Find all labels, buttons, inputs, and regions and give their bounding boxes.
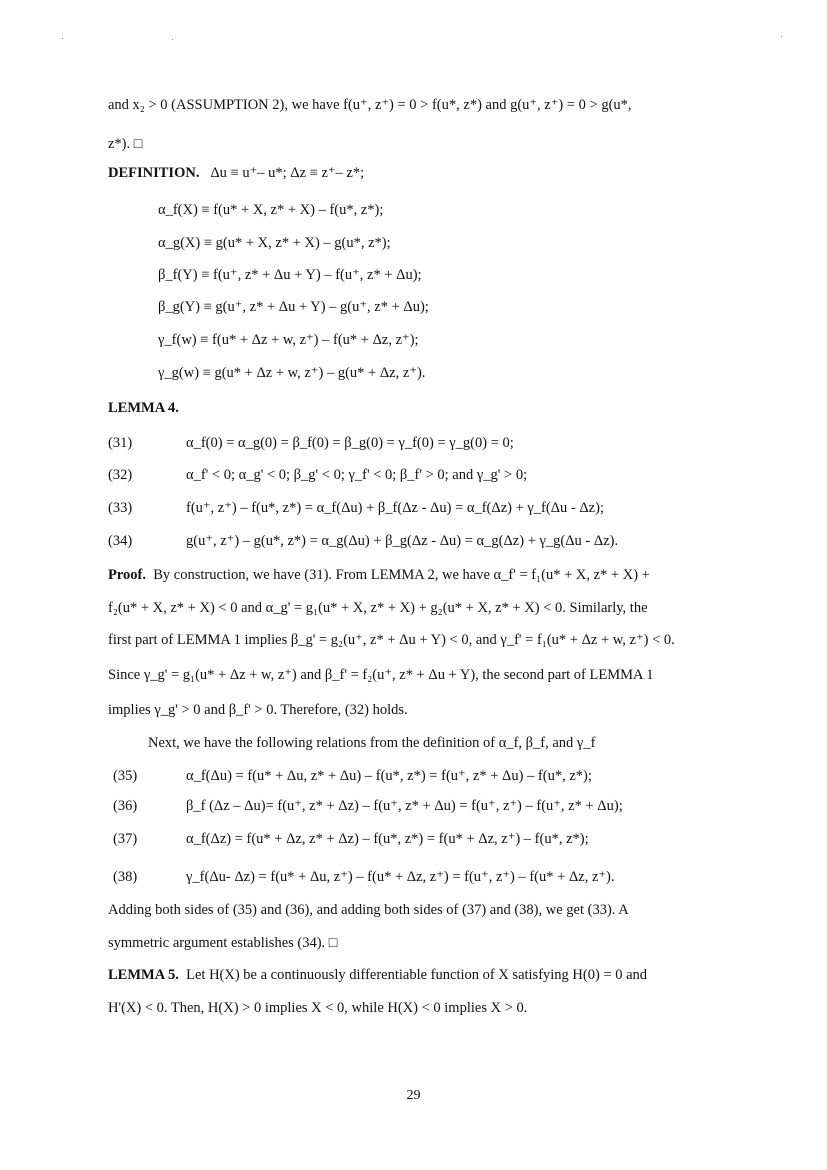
page-number: 29	[406, 1088, 421, 1103]
equation-number: (38)	[113, 869, 138, 885]
proof-line: Adding both sides of (35) and (36), and adding both sides of (37) and (38), we get (33). A	[108, 902, 629, 918]
equation: α_f(Δu) = f(u* + Δu, z* + Δu) – f(u*, z*) = f(u⁺, z* + Δu) – f(u*, z*);	[186, 768, 592, 784]
definition-heading: DEFINITION.	[108, 165, 200, 181]
lemma5-line: H'(X) < 0. Then, H(X) > 0 implies X < 0, while H(X) < 0 implies X > 0.	[108, 1000, 528, 1016]
lemma4-heading: LEMMA 4.	[108, 400, 179, 416]
equation-number: (33)	[108, 500, 133, 516]
scan-speck	[781, 36, 782, 37]
definition-item: α_g(X) ≡ g(u* + X, z* + X) – g(u*, z*);	[158, 235, 391, 251]
equation-number: (37)	[113, 831, 138, 847]
proof-line	[108, 568, 650, 583]
equation: β_f (Δz – Δu)= f(u⁺, z* + Δz) – f(u⁺, z* + Δu) = f(u⁺, z⁺) – f(u⁺, z* + Δu);	[186, 798, 623, 814]
proof-line: symmetric argument establishes (34). □	[108, 935, 338, 951]
lemma5-heading: LEMMA 5.	[108, 967, 179, 983]
proof-heading: Proof.	[108, 567, 146, 583]
scan-speck	[172, 39, 173, 40]
definition-first: Δu ≡ u⁺– u*; Δz ≡ z⁺– z*;	[210, 165, 365, 181]
text-line: z*). □	[108, 136, 143, 152]
proof-line: first part of LEMMA 1 implies β_g' = g₂(u⁺, z* + Δu + Y) < 0, and γ_f' = f₁(u* + Δz + w, z⁺) < 0.	[108, 632, 675, 648]
definition-block	[108, 166, 364, 181]
equation: f(u⁺, z⁺) – f(u*, z*) = α_f(Δu) + β_f(Δz - Δu) = α_f(Δz) + γ_f(Δu - Δz);	[186, 500, 604, 516]
definition-item: β_g(Y) ≡ g(u⁺, z* + Δu + Y) – g(u⁺, z* + Δu);	[158, 299, 429, 315]
proof-line: f₂(u* + X, z* + X) < 0 and α_g' = g₁(u* + X, z* + X) + g₂(u* + X, z* + X) < 0. Similarly, the	[108, 600, 648, 616]
equation: γ_f(Δu- Δz) = f(u* + Δu, z⁺) – f(u* + Δz, z⁺) = f(u⁺, z⁺) – f(u* + Δz, z⁺).	[186, 869, 615, 885]
proof-line: implies γ_g' > 0 and β_f' > 0. Therefore, (32) holds.	[108, 702, 408, 718]
proof-line: Since γ_g' = g₁(u* + Δz + w, z⁺) and β_f' = f₂(u⁺, z* + Δu + Y), the second part of LEMMA 1	[108, 667, 654, 683]
definition-item: β_f(Y) ≡ f(u⁺, z* + Δu + Y) – f(u⁺, z* + Δu);	[158, 267, 422, 283]
scan-speck	[62, 38, 63, 39]
lemma5-text: Let H(X) be a continuously differentiable function of X satisfying H(0) = 0 and	[186, 967, 648, 983]
equation: α_f(0) = α_g(0) = β_f(0) = β_g(0) = γ_f(0) = γ_g(0) = 0;	[186, 435, 514, 451]
definition-item: α_f(X) ≡ f(u* + X, z* + X) – f(u*, z*);	[158, 202, 384, 218]
equation-number: (36)	[113, 798, 138, 814]
equation-number: (31)	[108, 435, 133, 451]
lemma5-line	[108, 968, 647, 983]
equation-number: (35)	[113, 768, 138, 784]
equation: α_f(Δz) = f(u* + Δz, z* + Δz) – f(u*, z*) = f(u* + Δz, z⁺) – f(u*, z*);	[186, 831, 589, 847]
definition-item: γ_g(w) ≡ g(u* + Δz + w, z⁺) – g(u* + Δz, z⁺).	[158, 365, 426, 381]
text-line: and x₂ > 0 (ASSUMPTION 2), we have f(u⁺, z⁺) = 0 > f(u*, z*) and g(u⁺, z⁺) = 0 > g(u*,	[108, 97, 632, 113]
equation-number: (34)	[108, 533, 133, 549]
definition-item: γ_f(w) ≡ f(u* + Δz + w, z⁺) – f(u* + Δz, z⁺);	[158, 332, 419, 348]
proof-text: By construction, we have (31). From LEMMA 2, we have α_f' = f₁(u* + X, z* + X) +	[153, 567, 650, 583]
equation: α_f' < 0; α_g' < 0; β_g' < 0; γ_f' < 0; β_f' > 0; and γ_g' > 0;	[186, 467, 528, 483]
equation: g(u⁺, z⁺) – g(u*, z*) = α_g(Δu) + β_g(Δz - Δu) = α_g(Δz) + γ_g(Δu - Δz).	[186, 533, 619, 549]
equation-number: (32)	[108, 467, 133, 483]
proof-line: Next, we have the following relations from the definition of α_f, β_f, and γ_f	[148, 735, 596, 751]
